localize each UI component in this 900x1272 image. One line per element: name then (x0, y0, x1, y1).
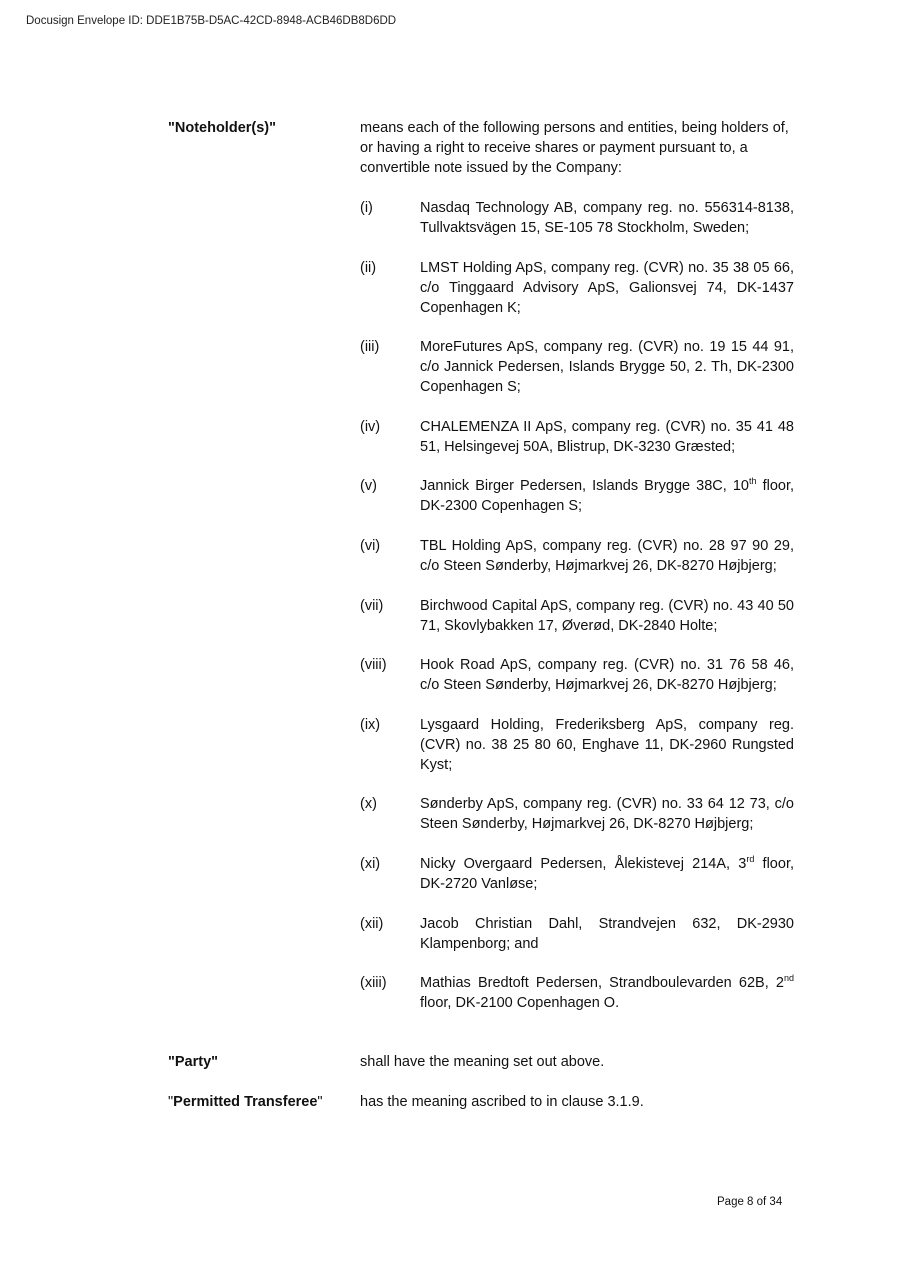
item-text: MoreFutures ApS, company reg. (CVR) no. 19 15 44 91, c/o Jannick Pedersen, Islands Brygge 50, 2. Th, DK-2300 Copenhagen S; (420, 339, 794, 396)
ordinal-suffix: th (748, 476, 757, 487)
definition-permitted-transferee: has the meaning ascribed to in clause 3.1.9. (360, 1094, 644, 1110)
item-number: (vi) (360, 537, 381, 554)
item-number: (xi) (360, 855, 381, 872)
list-item (360, 417, 794, 457)
item-number: (v) (360, 478, 377, 495)
item-text (420, 476, 794, 516)
ordinal-suffix: nd (783, 973, 794, 984)
item-text: Lysgaard Holding, Frederiksberg ApS, company reg. (CVR) no. 38 25 80 60, Enghave 11, DK-2960 Rungsted Kyst; (420, 716, 794, 773)
item-number: (ii) (360, 259, 377, 276)
definition-party: shall have the meaning set out above. (360, 1054, 605, 1070)
item-number: (iv) (360, 418, 381, 435)
item-text-part: Mathias Bredtoft Pedersen, Strandboulevarden 62B, 2 (420, 975, 784, 992)
item-text-part: Nicky Overgaard Pedersen, Ålekistevej 214A, 3 (420, 855, 747, 872)
item-text-part: floor, DK-2100 Copenhagen O. (420, 995, 620, 1012)
term-quote-close: " (317, 1094, 323, 1110)
item-text: Sønderby ApS, company reg. (CVR) no. 33 64 12 73, c/o Steen Sønderby, Højmarkvej 26, DK-8270 Højbjerg; (420, 796, 794, 833)
noteholder-list (360, 198, 794, 1033)
item-number: (ix) (360, 716, 381, 733)
list-item (360, 337, 794, 397)
envelope-id: Docusign Envelope ID: DDE1B75B-D5AC-42CD-8948-ACB46DB8D6DD (26, 15, 397, 27)
item-number: (xii) (360, 915, 384, 932)
item-text: TBL Holding ApS, company reg. (CVR) no. 28 97 90 29, c/o Steen Sønderby, Højmarkvej 26, DK-8270 Højbjerg; (420, 537, 794, 574)
item-text: CHALEMENZA II ApS, company reg. (CVR) no. 35 41 48 51, Helsingevej 50A, Blistrup, DK-3230 Græsted; (420, 418, 794, 455)
term-quote-open: " (168, 1094, 174, 1110)
term-noteholders: "Noteholder(s)" (168, 120, 276, 136)
list-item (360, 655, 794, 695)
item-text (420, 973, 794, 1013)
item-text-part: floor, DK-2720 Vanløse; (420, 855, 794, 892)
term-party: "Party" (168, 1054, 219, 1070)
item-text (420, 854, 794, 894)
item-text: Nasdaq Technology AB, company reg. no. 556314-8138, Tullvaktsvägen 15, SE-105 78 Stockholm, Sweden; (420, 200, 794, 236)
item-text: Jacob Christian Dahl, Strandvejen 632, DK-2930 Klampenborg; and (420, 915, 794, 952)
list-item (360, 536, 794, 576)
page-number: Page 8 of 34 (717, 1196, 783, 1208)
definition-noteholders: means each of the following persons and entities, being holders of, or having a right to receive shares or payment pursuant to, a convertible note issued by the Company: (360, 120, 789, 176)
list-item (360, 914, 794, 954)
list-item (360, 596, 794, 636)
item-text: Hook Road ApS, company reg. (CVR) no. 31 76 58 46, c/o Steen Sønderby, Højmarkvej 26, DK-8270 Højbjerg; (420, 657, 794, 694)
item-number: (vii) (360, 597, 384, 614)
list-item (360, 476, 794, 516)
list-item (360, 715, 794, 775)
item-number: (i) (360, 200, 373, 216)
list-item (360, 973, 794, 1013)
item-number: (x) (360, 796, 377, 813)
list-item (360, 854, 794, 894)
item-text: LMST Holding ApS, company reg. (CVR) no. 35 38 05 66, c/o Tinggaard Advisory ApS, Galionsvej 74, DK-1437 Copenhagen K; (420, 259, 794, 316)
item-number: (iii) (360, 339, 380, 356)
item-number: (xiii) (360, 975, 387, 992)
list-item (360, 794, 794, 834)
term-permitted-transferee (168, 1092, 323, 1112)
term-text: Permitted Transferee (173, 1094, 318, 1110)
item-number: (viii) (360, 657, 387, 674)
item-text-part: Jannick Birger Pedersen, Islands Brygge 38C, 10 (420, 478, 749, 495)
list-item (360, 258, 794, 318)
item-text-part: floor, DK-2300 Copenhagen S; (420, 478, 794, 515)
ordinal-suffix: rd (746, 854, 755, 865)
item-text: Birchwood Capital ApS, company reg. (CVR) no. 43 40 50 71, Skovlybakken 17, Øverød, DK-2840 Holte; (420, 597, 794, 634)
list-item (360, 198, 794, 238)
